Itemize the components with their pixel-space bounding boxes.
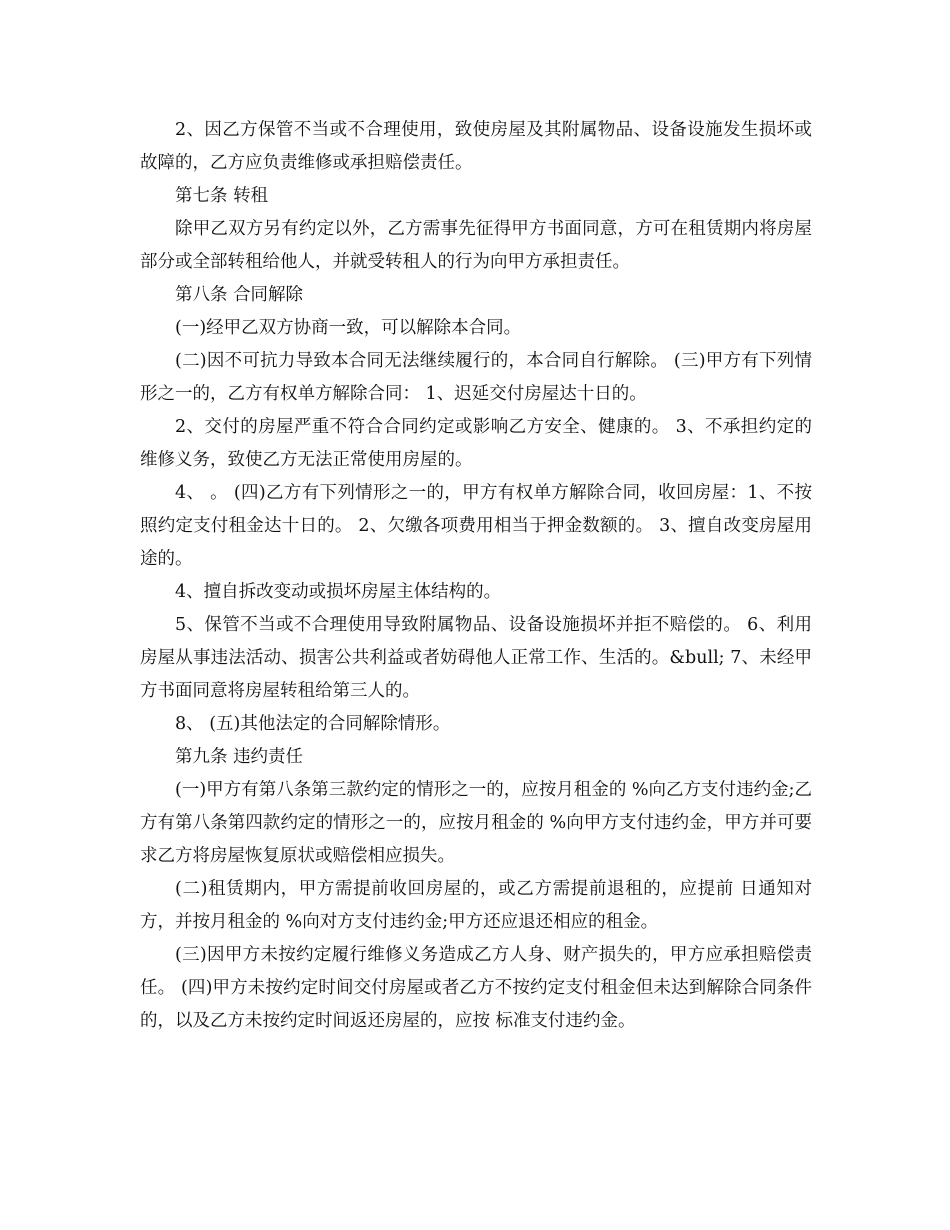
paragraph-sublease-terms: 除甲乙双方另有约定以外，乙方需事先征得甲方书面同意，方可在租赁期内将房屋部分或全部转租给他人，并就受转租人的行为向甲方承担责任。 [140, 219, 812, 272]
heading-article-9-breach: 第九条 违约责任 [175, 747, 304, 767]
heading-article-7-sublease: 第七条 转租 [175, 186, 269, 206]
paragraph-damage-liability: 2、因乙方保管不当或不合理使用，致使房屋及其附属物品、设备设施发生损坏或故障的，乙方应负责维修或承担赔偿责任。 [140, 120, 812, 173]
paragraph-maintenance-liability: (三)因甲方未按约定履行维修义务造成乙方人身、财产损失的，甲方应承担赔偿责任。 (四)甲方未按约定时间交付房屋或者乙方不按约定支付租金但未达到解除合同条件的，以及乙方未按约定时间返还房屋的，应按 标准支付违约金。 [140, 945, 812, 1031]
paragraph-termination-force-majeure: (二)因不可抗力导致本合同无法继续履行的，本合同自行解除。 (三)甲方有下列情形之一的，乙方有权单方解除合同： 1、迟延交付房屋达十日的。 [140, 351, 812, 404]
document-body [140, 114, 812, 1038]
paragraph-termination-party-a-defects: 2、交付的房屋严重不符合合同约定或影响乙方安全、健康的。 3、不承担约定的维修义务，致使乙方无法正常使用房屋的。 [140, 417, 812, 470]
paragraph-other-termination: 8、 (五)其他法定的合同解除情形。 [175, 714, 451, 734]
heading-article-8-termination: 第八条 合同解除 [175, 285, 304, 305]
paragraph-structure-alteration: 4、擅自拆改变动或损坏房屋主体结构的。 [175, 582, 502, 602]
paragraph-termination-party-b: 4、 。 (四)乙方有下列情形之一的，甲方有权单方解除合同，收回房屋：1、不按照约定支付租金达十日的。 2、欠缴各项费用相当于押金数额的。 3、擅自改变房屋用途的。 [140, 483, 812, 569]
paragraph-termination-mutual: (一)经甲乙双方协商一致，可以解除本合同。 [175, 318, 522, 338]
paragraph-early-termination: (二)租赁期内，甲方需提前收回房屋的，或乙方需提前退租的，应提前 日通知对方，并按月租金的 %向对方支付违约金;甲方还应退还相应的租金。 [140, 879, 812, 932]
paragraph-improper-use: 5、保管不当或不合理使用导致附属物品、设备设施损坏并拒不赔偿的。 6、利用房屋从事违法活动、损害公共利益或者妨碍他人正常工作、生活的。&bull; 7、未经甲方书面同意将房屋转租给第三人的。 [140, 615, 812, 701]
paragraph-breach-penalty: (一)甲方有第八条第三款约定的情形之一的，应按月租金的 %向乙方支付违约金;乙方有第八条第四款约定的情形之一的，应按月租金的 %向甲方支付违约金，甲方并可要求乙方将房屋恢复原状或赔偿相应损失。 [140, 780, 812, 866]
